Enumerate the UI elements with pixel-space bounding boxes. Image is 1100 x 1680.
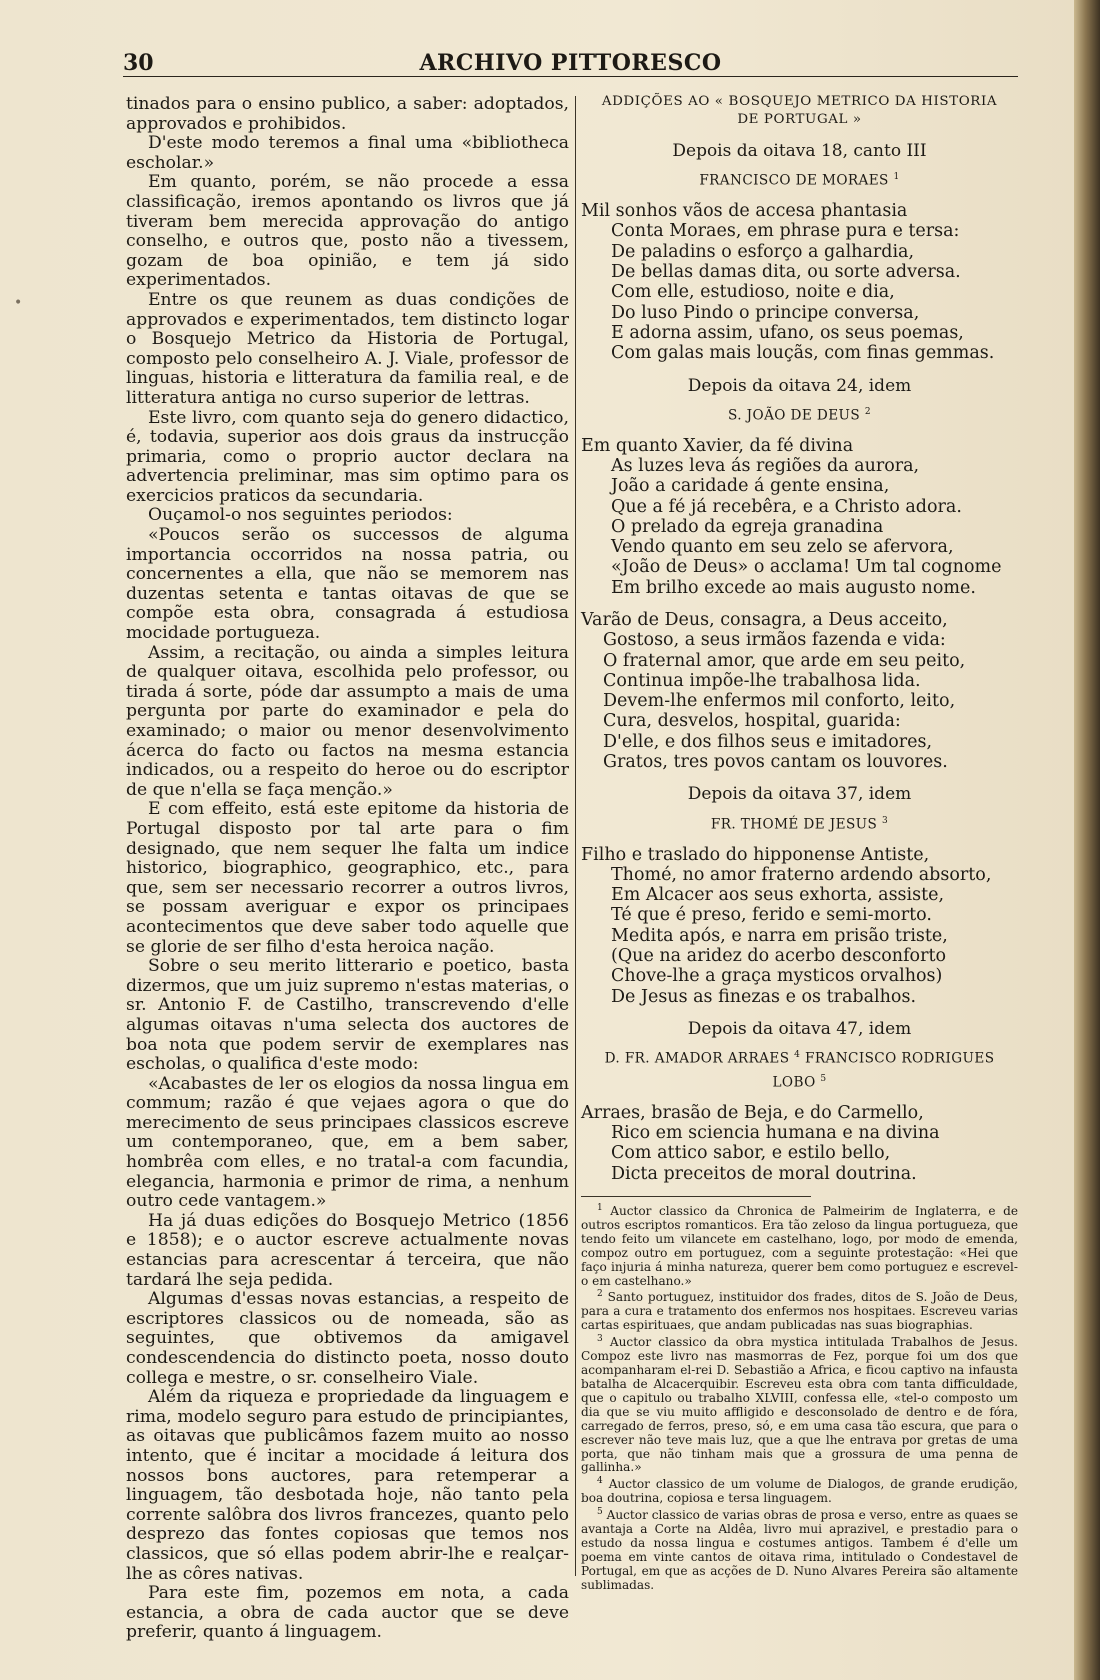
verse-line: Do luso Pindo o principe conversa, xyxy=(611,302,920,323)
verse-line: «João de Deus» o acclama! Um tal cognome xyxy=(611,557,1002,578)
paragraph: Sobre o seu merito litterario e poetico, basta dizermos, que um juiz supremo n'estas materias, o sr. Antonio F. de Castilho, transcrevendo d'elle algumas oitavas n'uma selecta dos auctores de boa nota que podem servir de exemplares nas escholas, o qualifica d'este modo: xyxy=(126,956,569,1075)
verse-line: Cura, desvelos, hospital, guarida: xyxy=(603,711,901,732)
verse-line: Em brilho excede ao mais augusto nome. xyxy=(611,577,976,598)
note-marker: 3 xyxy=(597,1334,603,1345)
paragraph: «Acabastes de ler os elogios da nossa lingua em commum; razão é que vejaes agora o que do merecimento de seus principaes classicos escreve um contemporaneo, que, em a bem saber, hombrêa com elles, e no tratal-a com facundia, elegancia, harmonia e primor de rima, a nenhum outro cede vantagem.» xyxy=(126,1073,569,1212)
paragraph: D'este modo teremos a final uma «bibliotheca escholar.» xyxy=(126,133,569,173)
verse-line: Conta Moraes, em phrase pura e tersa: xyxy=(611,221,960,242)
margin-mark-icon: • xyxy=(14,295,23,311)
verse-line: (Que na aridez do acerbo desconforto xyxy=(611,945,947,966)
verse-line: Filho e traslado do hipponense Antiste, xyxy=(581,844,930,865)
section-heading: Depois da oitava 24, idem xyxy=(687,375,912,396)
footnote xyxy=(581,1506,1018,1592)
paragraph: «Poucos serão os successos de alguma importancia occorridos na nossa patria, ou concernentes a ella, que não se memorem nas duzentas setenta e tantas oitavas de que se compõe esta obra, consagrada á estudiosa mocidade portugueza. xyxy=(126,525,569,644)
verse-line: De bellas damas dita, ou sorte adversa. xyxy=(611,262,961,283)
note-marker: 4 xyxy=(794,1050,801,1061)
verse-line: As luzes leva ás regiões da aurora, xyxy=(611,455,920,476)
verse-line: De paladins o esforço a galhardia, xyxy=(611,241,915,262)
verse-line: Dicta preceitos de moral doutrina. xyxy=(611,1163,917,1184)
paragraph: Entre os que reunem as duas condições de approvados e experimentados, tem distincto logar o Bosquejo Metrico da Historia de Portugal, composto pelo conselheiro A. J. Viale, professor de linguas, historia e litteratura da familia real, e de litteratura antiga no curso superior de lettras. xyxy=(126,289,569,408)
paragraph: tinados para o ensino publico, a saber: adoptados, approvados e prohibidos. xyxy=(126,94,569,134)
note-marker: 2 xyxy=(597,1289,603,1300)
verse-line: Vendo quanto em seu zelo se afervora, xyxy=(611,537,954,558)
note-marker: 5 xyxy=(597,1507,603,1518)
note-marker: 3 xyxy=(881,815,889,826)
author-name: D. FR. AMADOR ARRAES xyxy=(604,1050,790,1067)
additions-title-line: ADDIÇÕES AO « BOSQUEJO METRICO DA HISTORIA xyxy=(601,94,998,109)
verse-line: Arraes, brasão de Beja, e do Carmello, xyxy=(581,1102,924,1123)
header-rule xyxy=(123,76,1018,77)
author-name: FRANCISCO DE MORAES xyxy=(699,172,889,189)
verse-line: Com attico sabor, e estilo bello, xyxy=(611,1143,891,1164)
verse-line: Em quanto Xavier, da fé divina xyxy=(581,435,854,456)
verse-line: O prelado da egreja granadina xyxy=(611,516,884,537)
stanza xyxy=(581,610,1018,772)
stanza xyxy=(581,845,1018,1007)
footnote xyxy=(581,1288,1018,1333)
section-author xyxy=(581,167,1018,191)
running-title: ARCHIVO PITTORESCO xyxy=(419,50,722,76)
verse-line: De Jesus as finezas e os trabalhos. xyxy=(611,986,917,1007)
footnote-text: Auctor classico da Chronica de Palmeirim de Inglaterra, e de outros escriptos romanticos. Era tão zeloso da lingua portugueza, que tendo feito um vilancete em castelhano, logo, por modo de emenda, compoz outro em portuguez, com a seguinte protestação: «Hei que faço injuria á minha natureza, querer bem como portuguez e escrevel-o em castelhano.» xyxy=(581,1204,1018,1288)
additions-title-line: DE PORTUGAL » xyxy=(737,112,862,127)
footnote-text: Auctor classico da obra mystica intitulada Trabalhos de Jesus. Compoz este livro nas masmorras de Fez, porque foi um dos que acompanharam el-rei D. Sebastião a Africa, e ficou captivo na infausta batalha de Alcacerquibir. Escreveu esta obra com tanta difficuldade, que o capitulo ou trabalho XLVIII, confessa elle, «tel-o composto um dia que se viu muito affligido e desconsolado de dentro e de fóra, carregado de ferros, preso, só, e em uma casa tão escura, que para o escrever não teve mais luz, que a que lhe entrava por gretas de uma porta, que não tinham mais que a grossura de uma penna de gallinha.» xyxy=(581,1335,1018,1475)
verse-line: João a caridade á gente ensina, xyxy=(611,476,890,497)
verse-line: Com elle, estudioso, noite e dia, xyxy=(611,282,895,303)
footnote-text: Auctor classico de um volume de Dialogos, de grande erudição, boa doutrina, copiosa e tersa linguagem. xyxy=(581,1477,1018,1506)
verse-line: Medita após, e narra em prisão triste, xyxy=(611,925,948,946)
section-author xyxy=(581,811,1018,835)
column-divider xyxy=(575,96,576,1576)
verse-line: Gostoso, a seus irmãos fazenda e vida: xyxy=(603,630,946,651)
verse-line: Devem-lhe enfermos mil conforto, leito, xyxy=(603,691,956,712)
verse-line: Mil sonhos vãos de accesa phantasia xyxy=(581,201,908,222)
section-author xyxy=(581,1045,1018,1093)
verse-line: Té que é preso, ferido e semi-morto. xyxy=(611,905,932,926)
section-heading: Depois da oitava 18, canto III xyxy=(672,141,927,161)
section-heading: Depois da oitava 37, idem xyxy=(687,784,912,805)
paragraph: Assim, a recitação, ou ainda a simples leitura de qualquer oitava, escolhida pelo professor, ou tirada á sorte, póde dar assumpto a mais de uma pergunta por parte do examinador e pela do examinado; o maior ou menor desenvolvimento ácerca do facto ou factos na mesma estancia indicados, ou a respeito do heroe ou do escriptor de que n'ella se faça menção.» xyxy=(126,642,569,800)
verse-line: E adorna assim, ufano, os seus poemas, xyxy=(611,322,964,343)
footnote-text: Santo portuguez, instituidor dos frades, ditos de S. João de Deus, para a cura e tratamento dos enfermos nos hospitaes. Escreveu varias cartas espirituaes, que andam publicadas nas suas biographias. xyxy=(581,1290,1018,1333)
section-author xyxy=(581,402,1018,426)
author-name: FRANCISCO RODRIGUES LOBO xyxy=(772,1050,995,1091)
stanza xyxy=(581,436,1018,598)
verse-line: Thomé, no amor fraterno ardendo absorto, xyxy=(611,864,992,885)
author-name: S. JOÃO DE DEUS xyxy=(728,407,861,424)
verse-line: O fraternal amor, que arde em seu peito, xyxy=(603,650,966,671)
stanza xyxy=(581,1103,1018,1184)
paragraph: Ha já duas edições do Bosquejo Metrico (1856 e 1858); e o auctor escreve actualmente novas estancias para acrescentar á terceira, que não tardará lhe seja pedida. xyxy=(126,1210,569,1290)
page-header xyxy=(123,50,1018,78)
right-column xyxy=(581,93,1018,1593)
paragraph: E com effeito, está este epitome da historia de Portugal disposto por tal arte para o fim designado, que nem sequer lhe falta um indice historico, biographico, geographico, etc., para que, sem ser necessario recorrer a outros livros, se possam averiguar e expor os principaes acontecimentos que deve saber todo aquelle que se glorie de ser filho d'esta heroica nação. xyxy=(126,799,569,957)
verse-line: Gratos, tres povos cantam os louvores. xyxy=(603,752,948,773)
paragraph: Em quanto, porém, se não procede a essa classificação, iremos apontando os livros que já tiveram bem merecida approvação do antigo conselho, e outros que, posto não a tivessem, gozam de boa opinião, e tem já sido experimentados. xyxy=(126,172,569,291)
author-name: FR. THOMÉ DE JESUS xyxy=(710,816,878,833)
paragraph: Algumas d'essas novas estancias, a respeito de escriptores classicos ou de nomeada, são as seguintes, que obtivemos da amigavel condescendencia do distincto poeta, nosso douto collega e mestre, o sr. conselheiro Viale. xyxy=(126,1289,569,1388)
verse-line: Varão de Deus, consagra, a Deus acceito, xyxy=(581,610,948,630)
verse-line: D'elle, e dos filhos seus e imitadores, xyxy=(603,731,933,752)
paragraph: Para este fim, pozemos em nota, a cada estancia, a obra de cada auctor que se deve preferir, quanto á linguagem. xyxy=(126,1583,569,1643)
verse-line: Rico em sciencia humana e na divina xyxy=(611,1123,940,1144)
paragraph: Além da riqueza e propriedade da linguagem e rima, modelo seguro para estudo de principiantes, as oitavas que publicâmos fazem muito ao nosso intento, que é incitar a mocidade á leitura dos nossos bons auctores, para retemperar a linguagem, tão desbotada hoje, não tanto pela corrente salôbra dos livros francezes, quanto pelo desprezo das fontes copiosas que temos nos classicos, que só ellas podem abrir-lhe e realçar-lhe as côres nativas. xyxy=(126,1387,569,1584)
verse-line: Continua impõe-lhe trabalhosa lida. xyxy=(603,670,921,691)
stanza xyxy=(581,201,1018,363)
book-spine xyxy=(1074,0,1100,1680)
footnote-rule xyxy=(581,1196,811,1197)
footnote xyxy=(581,1202,1018,1288)
verse-line: Que a fé já recebêra, e a Christo adora. xyxy=(611,496,962,517)
verse-line: Em Alcacer aos seus exhorta, assiste, xyxy=(611,885,945,906)
left-column xyxy=(126,95,569,1643)
note-marker: 1 xyxy=(597,1203,603,1214)
note-marker: 1 xyxy=(893,172,900,183)
footnote-text: Auctor classico de varias obras de prosa e verso, entre as quaes se avantaja a Corte na Aldêa, livro mui aprazivel, e prestadio para o estudo da nossa lingua e costumes antigos. Tambem é d'elle um poema em vinte cantos de oitava rima, intitulado o Condestavel de Portugal, em que as acções de D. Nuno Alvares Pereira são altamente sublimadas. xyxy=(581,1508,1018,1592)
paragraph: Ouçamol-o nos seguintes periodos: xyxy=(148,505,453,526)
page-number: 30 xyxy=(123,50,154,76)
section-heading: Depois da oitava 47, idem xyxy=(687,1018,912,1039)
verse-line: Com galas mais louçãs, com finas gemmas. xyxy=(611,343,995,364)
note-marker: 2 xyxy=(864,406,871,417)
additions-title xyxy=(581,93,1018,129)
footnote xyxy=(581,1475,1018,1506)
verse-line: Chove-lhe a graça mysticos orvalhos) xyxy=(611,966,943,987)
footnote xyxy=(581,1333,1018,1475)
note-marker: 4 xyxy=(597,1476,603,1487)
note-marker: 5 xyxy=(820,1074,827,1084)
paragraph: Este livro, com quanto seja do genero didactico, é, todavia, superior aos dois graus da instrucção primaria, como o proprio auctor declara na advertencia preliminar, mas sim optimo para os exercicios praticos da secundaria. xyxy=(126,407,569,506)
